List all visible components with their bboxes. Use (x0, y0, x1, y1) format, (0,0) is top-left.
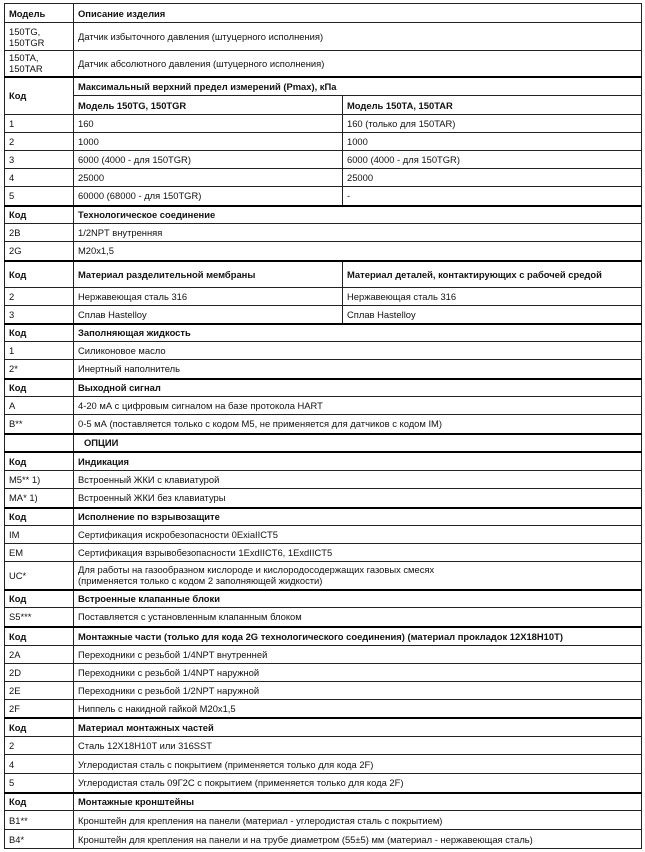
row-code: 5 (5, 187, 74, 206)
row-desc: Поставляется с установленным клапанным блоком (74, 608, 642, 627)
table-row (5, 664, 642, 682)
row-code: B1** (5, 811, 74, 830)
table-row (5, 811, 642, 830)
header-model: Модель (5, 4, 74, 23)
table-row (5, 169, 642, 187)
kod-label: Код (5, 627, 74, 646)
kod-label: Код (5, 508, 74, 526)
table-row (5, 755, 642, 774)
row-desc: Встроенный ЖКИ без клавиатуры (74, 489, 642, 508)
section-subheader (5, 96, 642, 115)
row-value-a: 25000 (74, 169, 343, 187)
options-spacer (5, 434, 74, 452)
material-title-a: Материал разделительной мембраны (74, 261, 343, 288)
row-code: 2G (5, 242, 74, 261)
row-code: 3 (5, 306, 74, 324)
row-code: 2* (5, 360, 74, 379)
row-desc: Переходники с резьбой 1/2NPT наружной (74, 682, 642, 700)
row-desc: Кронштейн для крепления на панели и на трубе диаметром (55±5) мм (материал - нержавеющая сталь) (74, 830, 642, 849)
row-desc: Силиконовое масло (74, 342, 642, 360)
row-value-a: 6000 (4000 - для 150TGR) (74, 151, 343, 169)
table-row (5, 133, 642, 151)
row-value-a: Сплав Hastelloy (74, 306, 343, 324)
mounting-material-title: Материал монтажных частей (74, 718, 642, 737)
row-value-b: 25000 (343, 169, 642, 187)
table-row (5, 397, 642, 415)
kod-label: Код (5, 77, 74, 115)
row-code: B** (5, 415, 74, 434)
row-code: 4 (5, 169, 74, 187)
table-row (5, 608, 642, 627)
row-desc: Углеродистая сталь 09Г2С с покрытием (применяется только для кода 2F) (74, 774, 642, 793)
row-code: M5** 1) (5, 471, 74, 489)
row-desc: Сертификация взрывобезопасности 1ExdIICT6, 1ExdIICT5 (74, 544, 642, 562)
table-row (5, 489, 642, 508)
row-code: A (5, 397, 74, 415)
material-title-b: Материал деталей, контактирующих с рабочей средой (343, 261, 642, 288)
row-desc: Ниппель с накидной гайкой M20x1,5 (74, 700, 642, 718)
connection-title: Технологическое соединение (74, 206, 642, 224)
row-code: IM (5, 526, 74, 544)
output-title: Выходной сигнал (74, 379, 642, 397)
table-row (5, 471, 642, 489)
valves-title: Встроенные клапанные блоки (74, 590, 642, 608)
section-header (5, 379, 642, 397)
table-row (5, 224, 642, 242)
row-desc: Углеродистая сталь с покрытием (применяется только для кода 2F) (74, 755, 642, 774)
row-desc: Встроенный ЖКИ с клавиатурой (74, 471, 642, 489)
section-header (5, 206, 642, 224)
header-description: Описание изделия (74, 4, 642, 23)
row-code: 2 (5, 133, 74, 151)
table-row (5, 737, 642, 755)
display-title: Индикация (74, 452, 642, 471)
section-header (5, 590, 642, 608)
row-value-b: 160 (только для 150TAR) (343, 115, 642, 133)
row-code: 2 (5, 737, 74, 755)
row-code: 4 (5, 755, 74, 774)
model-desc: Датчик избыточного давления (штуцерного исполнения) (74, 23, 642, 51)
row-code: UC* (5, 562, 74, 590)
section-header (5, 324, 642, 342)
kod-label: Код (5, 590, 74, 608)
model-row (5, 23, 642, 51)
section-header (5, 452, 642, 471)
row-desc: M20x1,5 (74, 242, 642, 261)
table-row (5, 562, 642, 590)
model-row (5, 51, 642, 77)
table-row (5, 830, 642, 849)
range-sub-a: Модель 150TG, 150TGR (74, 96, 343, 115)
mounting-parts-title: Монтажные части (только для кода 2G технологического соединения) (материал прокладок 12X18H10T) (74, 627, 642, 646)
row-code: 2 (5, 288, 74, 306)
row-desc: Переходники с резьбой 1/4NPT наружной (74, 664, 642, 682)
model-desc: Датчик абсолютного давления (штуцерного исполнения) (74, 51, 642, 77)
row-desc: Сертификация искробезопасности 0ExiaIICT5 (74, 526, 642, 544)
table-row (5, 360, 642, 379)
row-code: 2F (5, 700, 74, 718)
table-row (5, 526, 642, 544)
row-desc: Переходники с резьбой 1/4NPT внутренней (74, 646, 642, 664)
table-row (5, 342, 642, 360)
model-code: 150TA, 150TAR (5, 51, 74, 77)
table-row (5, 774, 642, 793)
table-row (5, 187, 642, 206)
row-value-b: Нержавеющая сталь 316 (343, 288, 642, 306)
row-code: S5*** (5, 608, 74, 627)
range-title: Максимальный верхний предел измерений (Pmax), кПа (74, 77, 642, 96)
row-code: 3 (5, 151, 74, 169)
kod-label: Код (5, 324, 74, 342)
brackets-title: Монтажные кронштейны (74, 793, 642, 811)
row-desc: 4-20 мА с цифровым сигналом на базе протокола HART (74, 397, 642, 415)
row-code: 2E (5, 682, 74, 700)
section-header (5, 627, 642, 646)
kod-label: Код (5, 206, 74, 224)
table-row (5, 306, 642, 324)
row-code: 2D (5, 664, 74, 682)
row-desc: 1/2NPT внутренняя (74, 224, 642, 242)
row-code: MA* 1) (5, 489, 74, 508)
row-code: 2B (5, 224, 74, 242)
row-desc: Инертный наполнитель (74, 360, 642, 379)
table-row (5, 151, 642, 169)
range-sub-b: Модель 150TA, 150TAR (343, 96, 642, 115)
model-code: 150TG, 150TGR (5, 23, 74, 51)
table-row (5, 700, 642, 718)
row-code: 1 (5, 115, 74, 133)
table-row (5, 115, 642, 133)
options-row (5, 434, 642, 452)
header-row (5, 4, 642, 23)
table-row (5, 682, 642, 700)
table-row (5, 242, 642, 261)
kod-label: Код (5, 718, 74, 737)
row-desc: Сталь 12X18H10T или 316SST (74, 737, 642, 755)
section-header (5, 77, 642, 96)
row-value-b: - (343, 187, 642, 206)
row-value-b: 6000 (4000 - для 150TGR) (343, 151, 642, 169)
kod-label: Код (5, 793, 74, 811)
section-header (5, 718, 642, 737)
section-header (5, 261, 642, 288)
table-row (5, 544, 642, 562)
row-value-a: 160 (74, 115, 343, 133)
table-row (5, 288, 642, 306)
kod-label: Код (5, 379, 74, 397)
specification-table (4, 3, 642, 849)
row-value-b: 1000 (343, 133, 642, 151)
row-code: 2A (5, 646, 74, 664)
row-value-a: 60000 (68000 - для 150TGR) (74, 187, 343, 206)
fill-title: Заполняющая жидкость (74, 324, 642, 342)
row-code: 5 (5, 774, 74, 793)
row-value-b: Сплав Hastelloy (343, 306, 642, 324)
section-header (5, 508, 642, 526)
kod-label: Код (5, 261, 74, 288)
row-desc: Кронштейн для крепления на панели (материал - углеродистая сталь с покрытием) (74, 811, 642, 830)
row-desc: Для работы на газообразном кислороде и кислородосодержащих газовых смесях (применяется только с кодом 2 заполняющей жидкости) (74, 562, 642, 590)
explosion-title: Исполнение по взрывозащите (74, 508, 642, 526)
row-value-a: 1000 (74, 133, 343, 151)
row-code: EM (5, 544, 74, 562)
row-code: B4* (5, 830, 74, 849)
row-desc: 0-5 мА (поставляется только с кодом М5, не применяется для датчиков с кодом IM) (74, 415, 642, 434)
kod-label: Код (5, 452, 74, 471)
section-header (5, 793, 642, 811)
table-row (5, 415, 642, 434)
row-code: 1 (5, 342, 74, 360)
table-row (5, 646, 642, 664)
options-title: ОПЦИИ (74, 434, 642, 452)
row-value-a: Нержавеющая сталь 316 (74, 288, 343, 306)
